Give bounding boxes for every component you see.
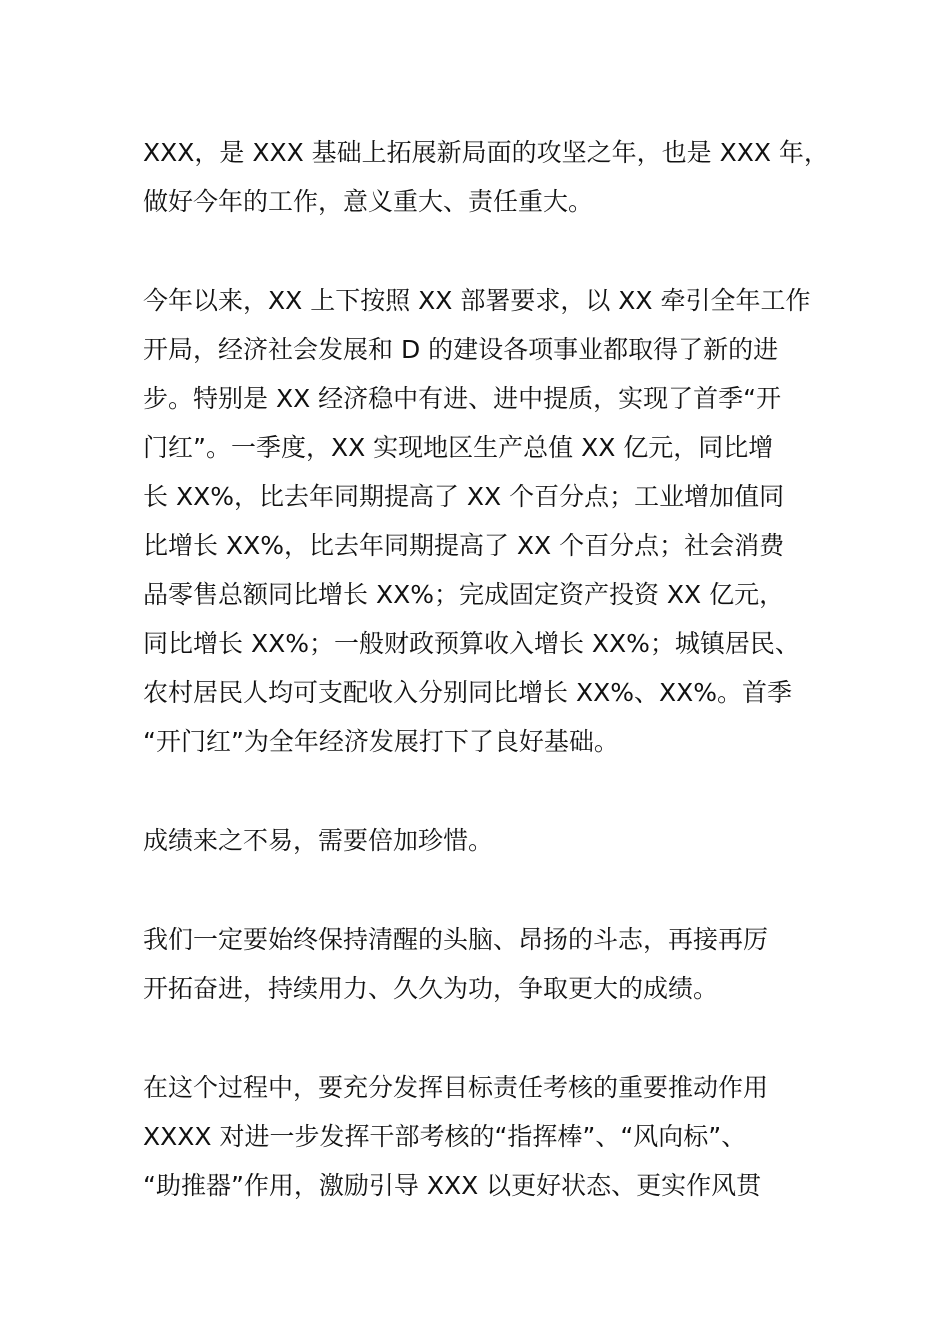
paragraph-4 [143,915,833,1013]
paragraph-3 [143,816,833,865]
paragraph-1 [143,128,833,226]
paragraph-5 [143,1063,833,1210]
document-body [143,128,833,1260]
text-line: 今年以来，XX 上下按照 XX 部署要求，以 XX 牵引全年工作 [143,286,811,315]
text-line: 我们一定要始终保持清醒的头脑、昂扬的斗志，再接再厉 [143,925,769,954]
text-line: 门红”。一季度，XX 实现地区生产总值 XX 亿元，同比增 [143,433,774,462]
text-line: 比增长 XX%，比去年同期提高了 XX 个百分点；社会消费 [143,531,785,560]
text-line: XXX，是 XXX 基础上拓展新局面的攻坚之年，也是 XXX 年， [143,138,829,167]
text-line: 品零售总额同比增长 XX%；完成固定资产投资 XX 亿元， [143,580,785,609]
text-line: 做好今年的工作，意义重大、责任重大。 [143,187,594,216]
text-line: “开门红”为全年经济发展打下了良好基础。 [143,727,619,756]
text-line: 步。特别是 XX 经济稳中有进、进中提质，实现了首季“开 [143,384,782,413]
text-line: 长 XX%，比去年同期提高了 XX 个百分点；工业增加值同 [143,482,785,511]
text-line: 开拓奋进，持续用力、久久为功，争取更大的成绩。 [143,974,719,1003]
text-line: 在这个过程中，要充分发挥目标责任考核的重要推动作用 [143,1073,769,1102]
text-line: XXXX 对进一步发挥干部考核的“指挥棒”、“风向标”、 [143,1122,747,1151]
text-line: 开局，经济社会发展和 D 的建设各项事业都取得了新的进 [143,335,779,364]
text-line: 农村居民人均可支配收入分别同比增长 XX%、XX%。首季 [143,678,792,707]
text-line: 同比增长 XX%；一般财政预算收入增长 XX%；城镇居民、 [143,629,800,658]
text-line: 成绩来之不易，需要倍加珍惜。 [143,826,494,855]
text-line: “助推器”作用，激励引导 XXX 以更好状态、更实作风贯 [143,1171,762,1200]
paragraph-2 [143,276,833,766]
